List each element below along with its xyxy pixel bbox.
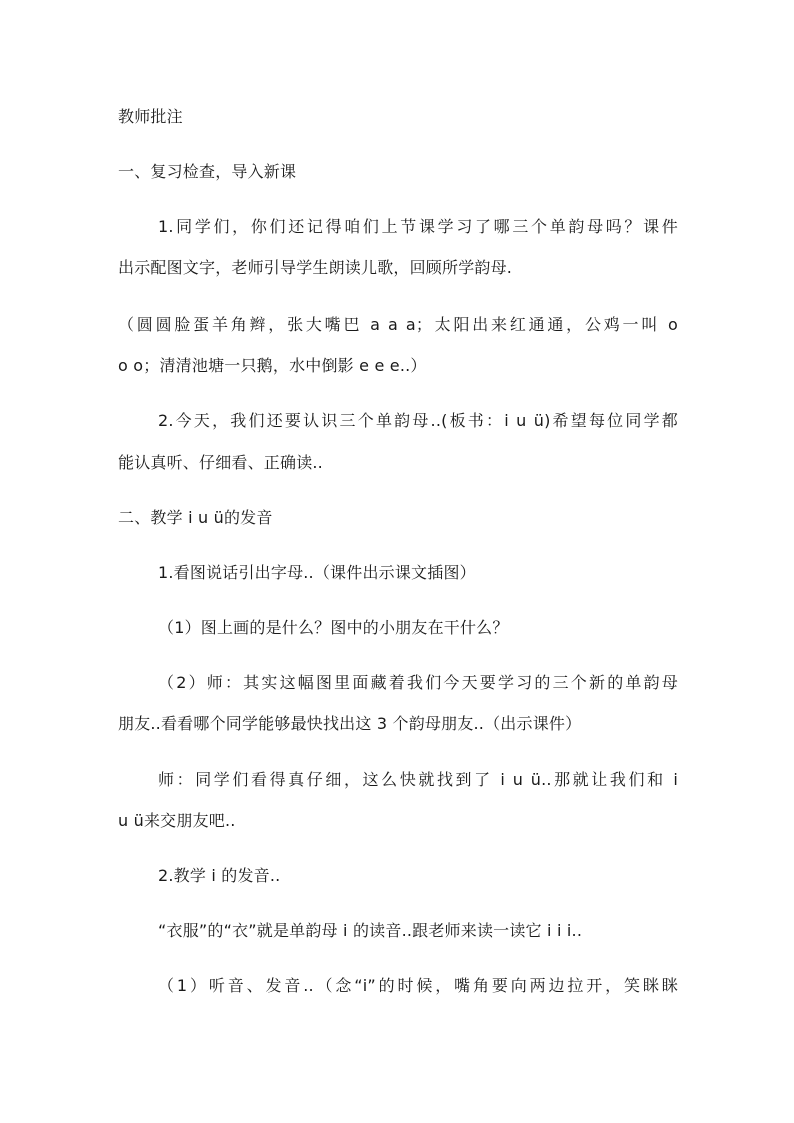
paragraph-line: 朋友..看看哪个同学能够最快找出这 3 个韵母朋友..（出示课件） [118, 714, 582, 733]
rhyme-line: （圆圆脸蛋羊角辫，张大嘴巴 a a a；太阳出来红通通，公鸡一叫 o [118, 315, 678, 334]
annotation-heading: 教师批注 [118, 107, 183, 126]
paragraph-line: 1.同学们，你们还记得咱们上节课学习了哪三个单韵母吗？课件 [158, 217, 678, 236]
paragraph-line: （1）听音、发音..（念“i”的时候，嘴角要向两边拉开，笑眯眯 [158, 976, 678, 995]
paragraph-line: 能认真听、仔细看、正确读.. [118, 453, 323, 472]
paragraph-line: 1.看图说话引出字母..（课件出示课文插图） [158, 563, 476, 582]
paragraph-line: 出示配图文字，老师引导学生朗读儿歌，回顾所学韵母. [118, 258, 513, 277]
paragraph-line: 2.今天，我们还要认识三个单韵母..(板书：i u ü)希望每位同学都 [158, 411, 678, 430]
subsection-heading: 2.教学 i 的发音.. [158, 866, 281, 885]
question-line: （1）图上画的是什么？图中的小朋友在干什么？ [158, 618, 509, 637]
paragraph-line: 师：同学们看得真仔细，这么快就找到了 i u ü..那就让我们和 i [158, 770, 678, 789]
paragraph-line: “衣服”的“衣”就是单韵母 i 的读音..跟老师来读一读它 i i i.. [158, 921, 583, 940]
paragraph-line: u ü来交朋友吧.. [118, 811, 236, 830]
section-heading-review: 一、复习检查，导入新课 [118, 162, 297, 181]
paragraph-line: （2）师：其实这幅图里面藏着我们今天要学习的三个新的单韵母 [158, 673, 678, 692]
section-heading-teaching: 二、教学 i u ü的发音 [118, 508, 273, 527]
rhyme-line: o o；清清池塘一只鹅，水中倒影 e e e..） [118, 356, 427, 375]
